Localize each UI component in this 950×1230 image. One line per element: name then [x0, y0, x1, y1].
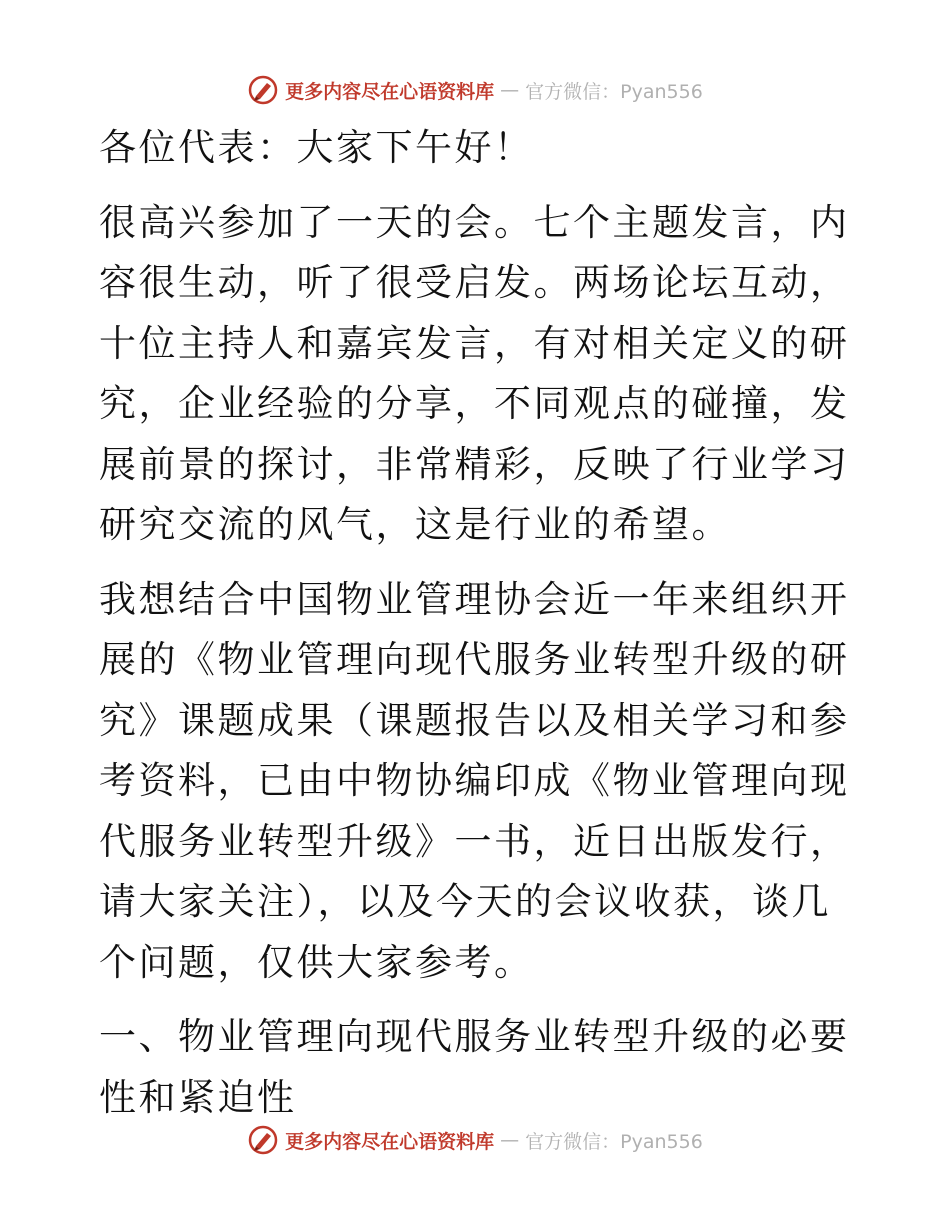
footer-banner-text: 更多内容尽在心语资料库 — [285, 1130, 495, 1153]
paragraph-2: 我想结合中国物业管理协会近一年来组织开展的《物业管理向现代服务业转型升级的研究》课题成果（课题报告以及相关学习和参考资料，已由中物协编印成《物业管理向现代服务业转型升级》一书，近日出版发行，请大家关注），以及今天的会议收获，谈几个问题，仅供大家参考。 — [99, 577, 850, 984]
footer-banner-wechat: 官方微信：Pyan556 — [525, 1130, 703, 1153]
header-banner-wechat: 官方微信：Pyan556 — [525, 80, 703, 103]
footer-watermark-banner — [0, 1120, 950, 1160]
paragraph-1: 很高兴参加了一天的会。七个主题发言，内容很生动，听了很受启发。两场论坛互动，十位主持人和嘉宾发言，有对相关定义的研究，企业经验的分享，不同观点的碰撞，发展前景的探讨，非常精彩，反映了行业学习研究交流的风气，这是行业的希望。 — [99, 200, 850, 546]
pen-logo-icon — [247, 74, 279, 106]
pen-logo-icon — [247, 1124, 279, 1156]
footer-banner-dash: — — [500, 1129, 520, 1151]
header-banner-dash: — — [500, 79, 520, 101]
document-body — [99, 118, 859, 1128]
header-banner-text: 更多内容尽在心语资料库 — [285, 80, 495, 103]
header-watermark-banner — [0, 70, 950, 110]
section-heading-1: 一、物业管理向现代服务业转型升级的必要性和紧迫性 — [99, 1015, 850, 1119]
greeting-line: 各位代表：大家下午好！ — [99, 126, 534, 169]
